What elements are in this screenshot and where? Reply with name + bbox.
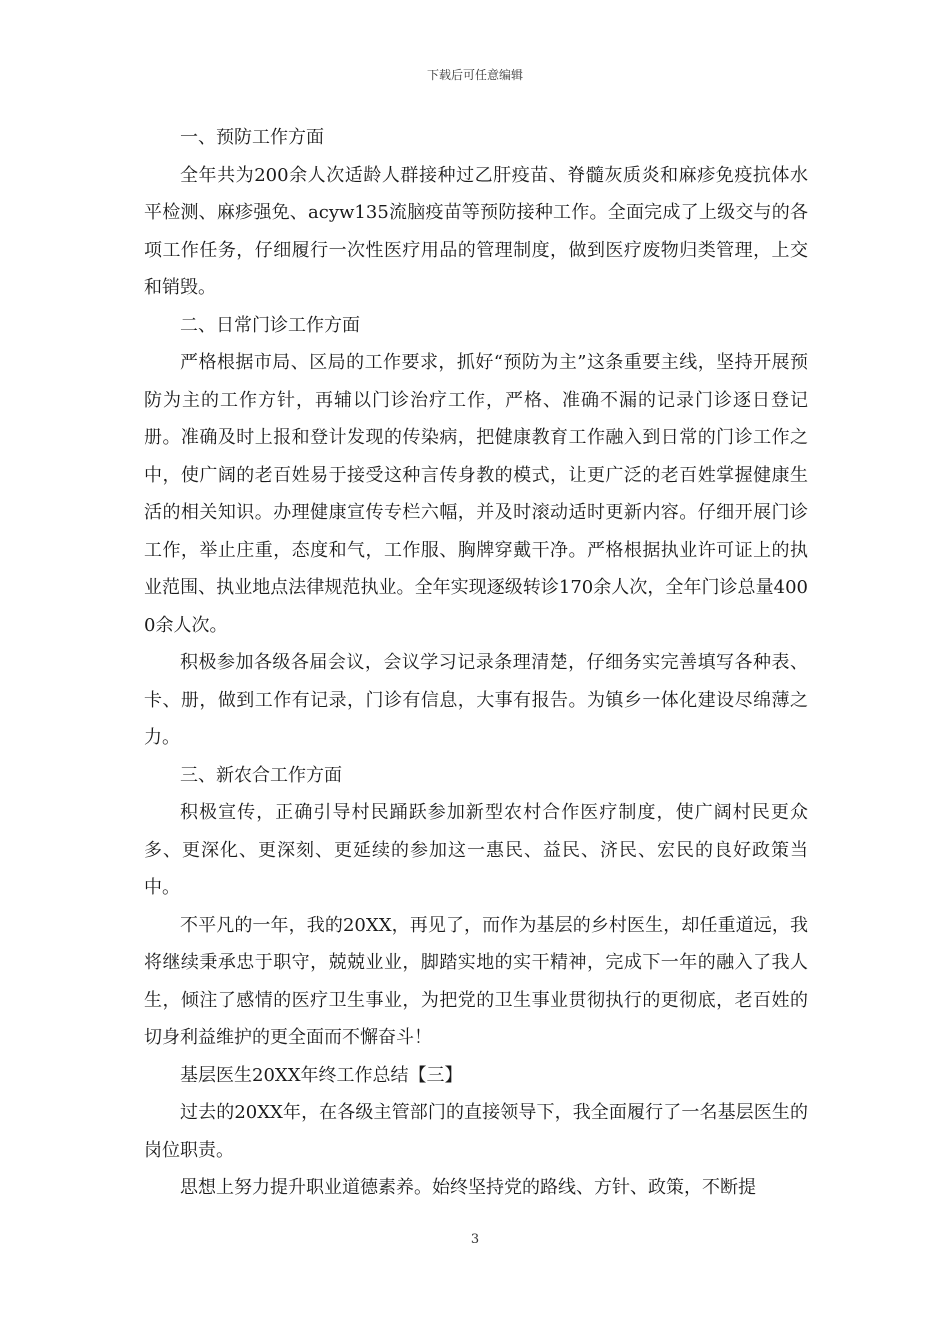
paragraph: 严格根据市局、区局的工作要求，抓好“预防为主”这条重要主线，坚持开展预防为主的工作方针，再辅以门诊治疗工作，严格、准确不漏的记录门诊逐日登记册。准确及时上报和登计发现的传染病，把健康教育工作融入到日常的门诊工作之中，使广阔的老百姓易于接受这种言传身教的模式，让更广泛的老百姓掌握健康生活的相关知识。办理健康宣传专栏六幅，并及时滚动适时更新内容。仔细开展门诊工作，举止庄重，态度和气，工作服、胸牌穿戴干净。严格根据执业许可证上的执业范围、执业地点法律规范执业。全年实现逐级转诊170余人次，全年门诊总量4000余人次。 [144, 352, 808, 636]
paragraph: 积极参加各级各届会议，会议学习记录条理清楚，仔细务实完善填写各种表、卡、册，做到工作有记录，门诊有信息，大事有报告。为镇乡一体化建设尽绵薄之力。 [144, 652, 808, 748]
section-heading-cooperative-medical: 三、新农合工作方面 [180, 764, 342, 786]
paragraph: 全年共为200余人次适龄人群接种过乙肝疫苗、脊髓灰质炎和麻疹免疫抗体水平检测、麻疹强免、acyw135流脑疫苗等预防接种工作。全面完成了上级交与的各项工作任务，仔细履行一次性医疗用品的管理制度，做到医疗废物归类管理，上交和销毁。 [144, 164, 808, 298]
page-header: 下载后可任意编辑 [426, 68, 523, 82]
paragraph: 不平凡的一年，我的20XX，再见了，而作为基层的乡村医生，却任重道远，我将继续秉承忠于职守，兢兢业业，脚踏实地的实干精神，完成下一年的融入了我人生，倾注了感情的医疗卫生事业，为把党的卫生事业贯彻执行的更彻底，老百姓的切身利益维护的更全面而不懈奋斗！ [144, 914, 808, 1048]
section-heading-prevention: 一、预防工作方面 [180, 127, 324, 148]
paragraph: 积极宣传，正确引导村民踊跃参加新型农村合作医疗制度，使广阔村民更众多、更深化、更深刻、更延续的参加这一惠民、益民、济民、宏民的良好政策当中。 [144, 802, 808, 898]
page-number: 3 [470, 1232, 480, 1247]
document-body [144, 119, 808, 1207]
paragraph: 过去的20XX年，在各级主管部门的直接领导下，我全面履行了一名基层医生的岗位职责。 [144, 1102, 808, 1161]
paragraph: 思想上努力提升职业道德素养。始终坚持党的路线、方针、政策，不断提 [180, 1177, 756, 1198]
document-title-summary-three: 基层医生20XX年终工作总结【三】 [180, 1064, 463, 1086]
section-heading-outpatient: 二、日常门诊工作方面 [180, 314, 360, 336]
